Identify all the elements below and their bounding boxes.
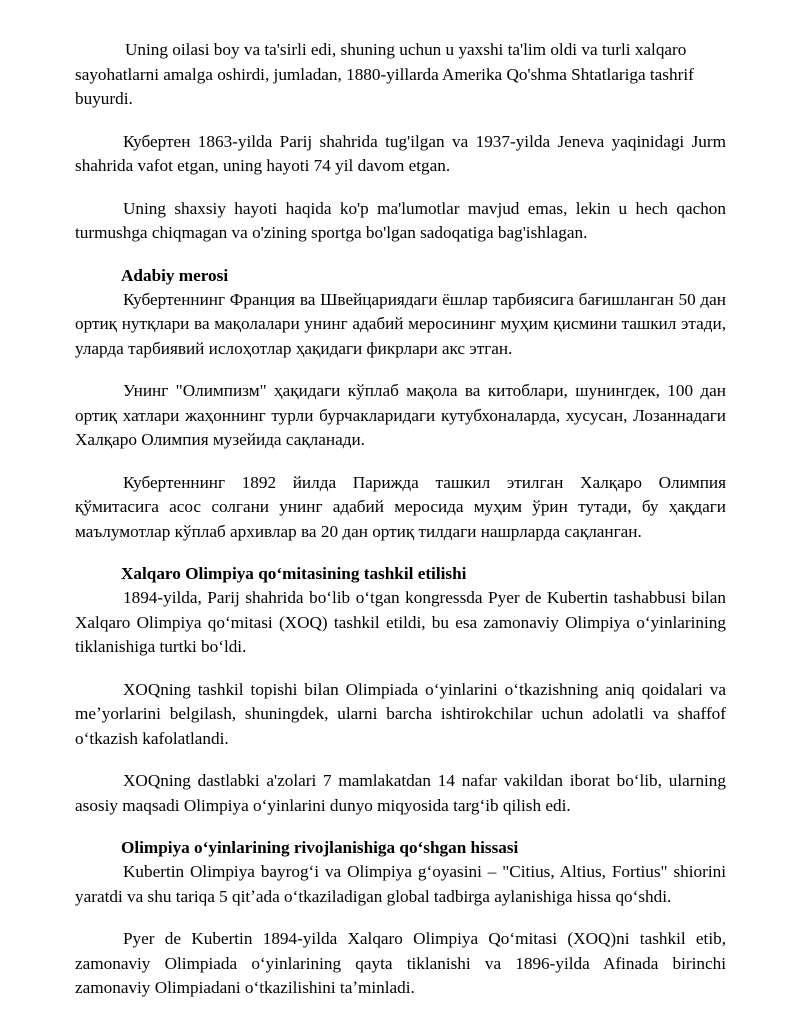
heading-contribution: Olimpiya oʻyinlarining rivojlanishiga qoʻshgan hissasi	[121, 838, 519, 857]
paragraph-olympism-articles: Унинг "Олимпизм" ҳақидаги кўплаб мақола ва китоблари, шунингдек, 100 дан ортиқ хатлари жаҳоннинг турли бурчакларидаги кутубхоналарда, хусусан, Лозаннадаги Халқаро Олимпия музейида сақланади.	[75, 381, 726, 449]
heading-ioc-establishment: Xalqaro Olimpiya qoʻmitasining tashkil etilishi	[121, 564, 467, 583]
paragraph-personal-life: Uning shaxsiy hayoti haqida ko'p ma'lumotlar mavjud emas, lekin u hech qachon turmushga chiqmagan va o'zining sportga bo'lgan sadoqatiga bag'ishlagan.	[75, 198, 726, 242]
paragraph-1894-congress: 1894-yilda, Parij shahrida boʻlib oʻtgan kongressda Pyer de Kubertin tashabbusi bilan Xalqaro Olimpiya qoʻmitasi (XOQ) tashkil etildi, bu esa zamonaviy Olimpiya oʻyinlarining tiklanishiga turtki boʻldi.	[75, 588, 726, 656]
paragraph-birth-death: Кубертен 1863-yilda Parij shahrida tug'ilgan va 1937-yilda Jeneva yaqinidagi Jurm shahrida vafot etgan, uning hayoti 74 yil davom etgan.	[75, 131, 726, 175]
paragraph-family: Uning oilasi boy va ta'sirli edi, shuning uchun u yaxshi ta'lim oldi va turli xalqaro sayohatlarni amalga oshirdi, jumladan, 1880-yillarda Amerika Qo'shma Shtatlariga tashrif buyurdi.	[75, 40, 694, 108]
paragraph-speeches: Кубертеннинг Франция ва Швейцариядаги ёшлар тарбиясига бағишланган 50 дан ортиқ нутқлари ва мақолалари унинг адабий меросининг муҳим қисмини ташкил этади, уларда тарбиявий ислоҳотлар ҳақидаги фикрлари акс этган.	[75, 289, 726, 358]
paragraph-ioc-rules: XOQning tashkil topishi bilan Olimpiada oʻyinlarini oʻtkazishning aniq qoidalari va meʼyorlarini belgilash, shuningdek, ularni barcha ishtirokchilar uchun adolatli va shaffof oʻtkazish kafolatlandi.	[75, 679, 726, 748]
document-page	[75, 38, 726, 1019]
paragraph-ioc-first-members: XOQning dastlabki a'zolari 7 mamlakatdan 14 nafar vakildan iborat boʻlib, ularning asosiy maqsadi Olimpiya oʻyinlarini dunyo miqyosida targʻib qilish edi.	[75, 771, 726, 815]
paragraph-flag-motto: Kubertin Olimpiya bayrogʻi va Olimpiya gʻoyasini – "Citius, Altius, Fortius" shiorini yaratdi va shu tariqa 5 qitʼada oʻtkaziladigan global tadbirga aylanishiga hissa qoʻshdi.	[75, 862, 726, 906]
paragraph-athens-1896: Pyer de Kubertin 1894-yilda Xalqaro Olimpiya Qoʻmitasi (XOQ)ni tashkil etib, zamonaviy Olimpiada oʻyinlarining qayta tiklanishi va 1896-yilda Afinada birinchi zamonaviy Olimpiadani oʻtkazilishini taʼminladi.	[75, 929, 726, 997]
heading-literary-legacy: Adabiy merosi	[121, 265, 229, 285]
paragraph-ioc-founding-legacy: Кубертеннинг 1892 йилда Парижда ташкил этилган Халқаро Олимпия қўмитасига асос солгани унинг адабий меросида муҳим ўрин тутади, бу ҳақдаги маълумотлар кўплаб архивлар ва 20 дан ортиқ тилдаги нашрларда сақланган.	[75, 472, 726, 541]
